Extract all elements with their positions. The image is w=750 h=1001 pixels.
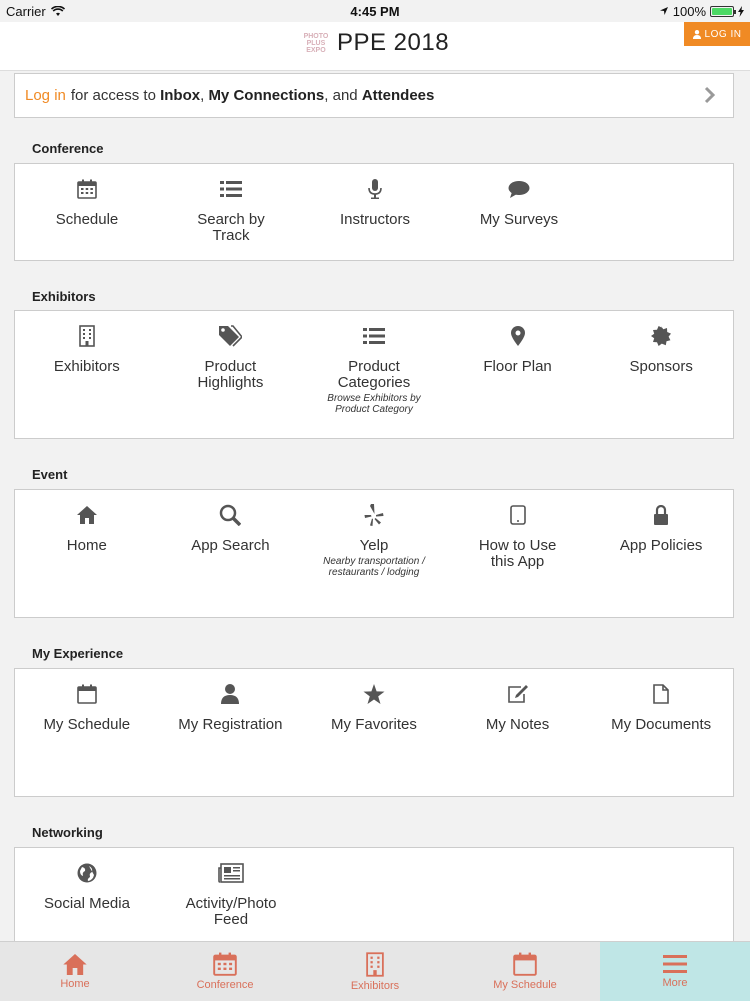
lock-icon	[653, 505, 669, 525]
tile-label: App Policies	[619, 537, 703, 554]
tile-social-media[interactable]	[15, 848, 159, 941]
clock: 4:45 PM	[350, 3, 400, 19]
tile-instructors[interactable]	[303, 164, 447, 260]
tab-label: Home	[60, 977, 90, 990]
carrier-label: Carrier	[6, 3, 46, 19]
tile-my-surveys[interactable]	[447, 164, 591, 260]
tags-icon	[218, 325, 242, 347]
banner-connections: My Connections	[208, 87, 325, 104]
tile-exhibitors[interactable]	[15, 311, 159, 438]
user-icon	[693, 30, 701, 39]
tab-home[interactable]	[0, 942, 150, 1001]
tile-activity-feed[interactable]	[159, 848, 303, 941]
tile-label: Activity/Photo Feed	[185, 895, 277, 928]
tile-my-notes[interactable]	[446, 669, 590, 796]
tablet-icon	[510, 505, 526, 525]
menu-icon	[663, 954, 687, 974]
tile-label: My Surveys	[479, 211, 559, 228]
star-icon	[363, 684, 385, 705]
login-button-label: LOG IN	[704, 28, 742, 40]
tile-label: Home	[66, 537, 107, 554]
badge-icon	[651, 326, 671, 346]
page-title: PPE 2018	[336, 29, 450, 56]
tile-label: My Notes	[485, 716, 550, 733]
battery-icon	[710, 6, 734, 17]
newspaper-icon	[218, 863, 244, 883]
tab-bar	[0, 941, 750, 1001]
app-logo: PHOTO PLUS EXPO	[303, 32, 329, 54]
list-icon	[363, 327, 385, 345]
tile-my-schedule[interactable]	[15, 669, 159, 796]
tile-label: Yelp	[359, 537, 389, 554]
location-arrow-icon	[659, 6, 669, 16]
home-icon	[77, 506, 97, 524]
tile-search-by-track[interactable]	[159, 164, 303, 260]
tile-schedule[interactable]	[15, 164, 159, 260]
login-banner[interactable]: Log in for access to Inbox , My Connections , and Attendees	[14, 73, 734, 118]
tile-label: Search by Track	[197, 211, 265, 244]
tile-label: My Documents	[611, 716, 712, 733]
tab-label: Conference	[196, 979, 254, 991]
login-link[interactable]: Log in	[25, 87, 66, 104]
tab-conference[interactable]	[150, 942, 300, 1001]
tile-label: Exhibitors	[53, 358, 120, 375]
tab-label: My Schedule	[493, 979, 557, 991]
banner-inbox: Inbox	[160, 87, 201, 104]
tile-floor-plan[interactable]	[446, 311, 590, 438]
chevron-right-icon	[703, 85, 717, 105]
tab-more[interactable]	[600, 942, 750, 1001]
calendar-icon	[213, 952, 237, 976]
document-icon	[653, 684, 669, 704]
section-conference	[14, 163, 734, 261]
status-bar	[0, 0, 750, 22]
search-icon	[219, 504, 241, 526]
list-icon	[220, 180, 242, 198]
tile-label: Sponsors	[629, 358, 693, 375]
tab-label: More	[662, 977, 688, 989]
tile-sublabel: Nearby transportation / restaurants / lodging	[323, 556, 425, 578]
tile-label: My Registration	[178, 716, 283, 733]
nav-bar	[0, 22, 750, 71]
tile-my-registration[interactable]	[159, 669, 303, 796]
tile-my-favorites[interactable]	[302, 669, 446, 796]
tile-label: Social Media	[44, 895, 130, 912]
section-my-experience	[14, 668, 734, 797]
globe-icon	[77, 863, 97, 883]
tile-sponsors[interactable]	[589, 311, 733, 438]
edit-icon	[507, 684, 529, 704]
home-icon	[63, 954, 87, 975]
tile-label: How to Use this App	[478, 537, 557, 570]
section-networking	[14, 847, 734, 941]
banner-attendees: Attendees	[361, 87, 435, 104]
section-title-conference: Conference	[32, 141, 104, 156]
building-icon	[79, 325, 95, 347]
tile-how-to-use[interactable]	[446, 490, 590, 617]
section-event	[14, 489, 734, 618]
tile-label: App Search	[191, 537, 270, 554]
tile-product-highlights[interactable]	[159, 311, 303, 438]
section-exhibitors	[14, 310, 734, 439]
tile-app-policies[interactable]	[589, 490, 733, 617]
tab-exhibitors[interactable]	[300, 942, 450, 1001]
yelp-icon	[364, 504, 384, 526]
tile-label: My Favorites	[331, 716, 417, 733]
map-pin-icon	[511, 326, 525, 346]
tile-yelp[interactable]	[302, 490, 446, 617]
tile-product-categories[interactable]	[302, 311, 446, 438]
tile-label: Floor Plan	[483, 358, 552, 375]
tile-app-search[interactable]	[159, 490, 303, 617]
section-title-exhibitors: Exhibitors	[32, 289, 96, 304]
user-icon	[221, 684, 239, 704]
banner-and: , and	[324, 87, 358, 104]
battery-percent: 100%	[672, 3, 706, 19]
calendar-icon	[513, 952, 537, 976]
section-title-networking: Networking	[32, 825, 103, 840]
microphone-icon	[368, 179, 382, 199]
tile-label: Product Highlights	[197, 358, 264, 391]
tab-my-schedule[interactable]	[450, 942, 600, 1001]
calendar-icon	[77, 684, 97, 704]
tile-my-documents[interactable]	[589, 669, 733, 796]
tile-label: Schedule	[55, 211, 119, 228]
tab-label: Exhibitors	[350, 979, 400, 992]
speech-bubble-icon	[508, 180, 530, 198]
tile-label: Product Categories	[337, 358, 411, 391]
building-icon	[366, 952, 384, 977]
tile-sublabel: Browse Exhibitors by Product Category	[327, 393, 421, 415]
banner-text: for access to	[70, 87, 156, 104]
section-title-my-experience: My Experience	[32, 646, 124, 661]
section-title-event: Event	[32, 467, 68, 482]
charging-icon	[738, 6, 744, 17]
tile-label: My Schedule	[43, 716, 131, 733]
tile-home[interactable]	[15, 490, 159, 617]
login-button[interactable]	[684, 22, 750, 46]
tile-label: Instructors	[339, 211, 411, 228]
calendar-icon	[77, 179, 97, 199]
